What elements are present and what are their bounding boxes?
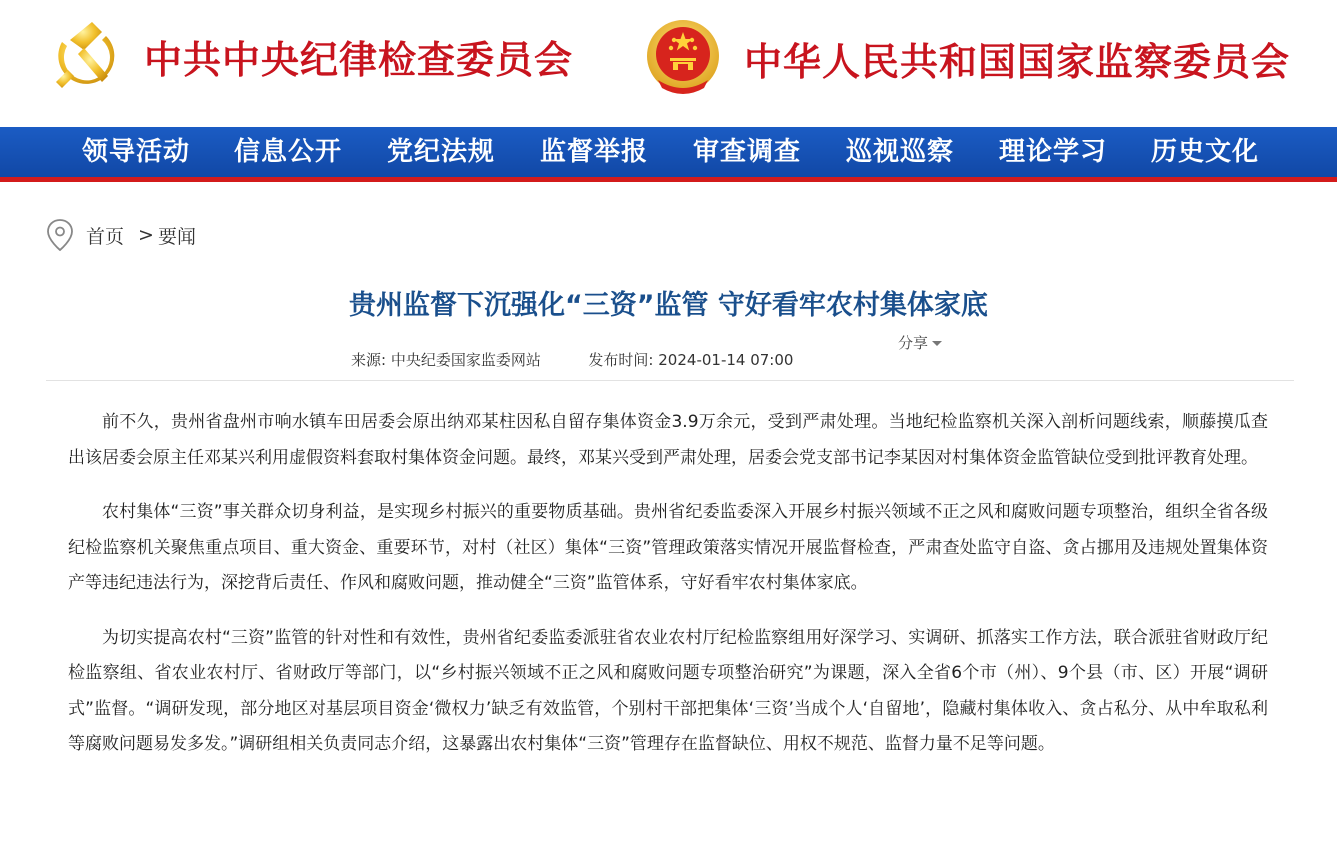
nav-item-inspection[interactable]: 巡视巡察 — [846, 137, 955, 167]
nsc-title: 中华人民共和国国家监察委员会 — [744, 38, 1291, 84]
nav-item-investigation[interactable]: 审查调查 — [693, 137, 802, 167]
divider — [46, 380, 1294, 381]
national-emblem-icon — [644, 18, 722, 98]
breadcrumb — [46, 217, 196, 253]
time-label: 发布时间: — [588, 351, 654, 369]
article-body — [68, 405, 1268, 782]
breadcrumb-current[interactable]: 要闻 — [157, 225, 196, 248]
nav-item-info-disclosure[interactable]: 信息公开 — [234, 137, 343, 167]
article-meta — [351, 349, 793, 370]
cpc-brand[interactable] — [48, 18, 573, 94]
nav-item-leadership[interactable]: 领导活动 — [82, 137, 191, 167]
main-nav — [0, 127, 1337, 177]
nav-accent-line — [0, 177, 1337, 182]
time-value: 2024-01-14 07:00 — [658, 351, 794, 369]
nav-item-report[interactable]: 监督举报 — [540, 137, 649, 167]
article-paragraph: 农村集体“三资”事关群众切身利益，是实现乡村振兴的重要物质基础。贵州省纪委监委深入开展乡村振兴领域不正之风和腐败问题专项整治，组织全省各级纪检监察机关聚焦重点项目、重大资金、重要环节，对村（社区）集体“三资”管理政策落实情况开展监督检查，严肃查处监守自盗、贪占挪用及违规处置集体资产等违纪违法行为，深挖背后责任、作风和腐败问题，推动健全“三资”监管体系，守好看牢农村集体家底。 — [68, 502, 1268, 593]
nav-item-theory[interactable]: 理论学习 — [999, 137, 1108, 167]
source-label: 来源: — [351, 351, 387, 369]
cpc-title: 中共中央纪律检查委员会 — [144, 36, 574, 82]
breadcrumb-separator: > — [138, 224, 154, 246]
source-value: 中央纪委国家监委网站 — [390, 351, 541, 369]
share-button[interactable] — [898, 332, 942, 353]
article-paragraph: 为切实提高农村“三资”监管的针对性和有效性，贵州省纪委监委派驻省农业农村厅纪检监察组用好深学习、实调研、抓落实工作方法，联合派驻省财政厅纪检监察组、省农业农村厅、省财政厅等部门，以“乡村振兴领域不正之风和腐败问题专项整治研究”为课题，深入全省6个市（州）、9个县（市、区）开展“调研式”监督。“调研发现，部分地区对基层项目资金‘微权力’缺乏有效监管，个别村干部把集体‘三资’当成个人‘自留地’，隐藏村集体收入、贪占私分、从中牟取私利等腐败问题易发多发。”调研组相关负责同志介绍，这暴露出农村集体“三资”管理存在监督缺位、用权不规范、监督力量不足等问题。 — [68, 627, 1268, 754]
chevron-down-icon — [932, 341, 942, 346]
location-pin-icon — [46, 218, 74, 252]
breadcrumb-home[interactable]: 首页 — [86, 225, 125, 248]
party-emblem-icon — [48, 18, 124, 94]
nsc-brand[interactable] — [644, 18, 1290, 98]
article-title: 贵州监督下沉强化“三资”监管 守好看牢农村集体家底 — [349, 290, 988, 321]
nav-item-history[interactable]: 历史文化 — [1151, 137, 1260, 167]
site-header — [0, 0, 1337, 127]
share-label: 分享 — [898, 334, 929, 352]
article-paragraph: 前不久，贵州省盘州市响水镇车田居委会原出纳邓某柱因私自留存集体资金3.9万余元，受到严肃处理。当地纪检监察机关深入剖析问题线索，顺藤摸瓜查出该居委会原主任邓某兴利用虚假资料套取村集体资金问题。最终，邓某兴受到严肃处理，居委会党支部书记李某因对村集体资金监管缺位受到批评教育处理。 — [68, 412, 1268, 468]
nav-item-regulations[interactable]: 党纪法规 — [387, 137, 496, 167]
